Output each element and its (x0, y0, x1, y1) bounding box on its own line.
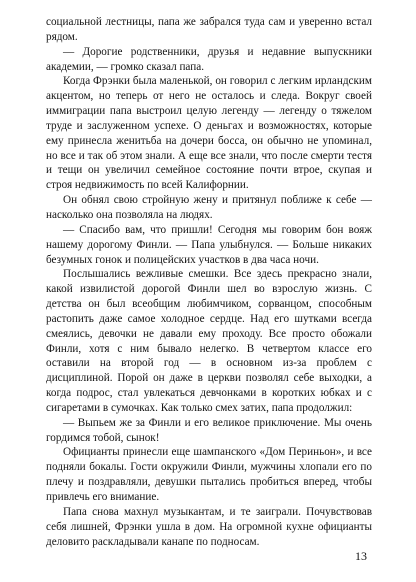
page-number: 13 (355, 549, 367, 563)
paragraph: Когда Фрэнки была маленькой, он говорил с легким ирландским акцентом, но теперь от него не осталось и следа. Вокруг своей иммиграции папа выстроил целую легенду — легенду о тяжелом труде и заслуженном успехе. О деньгах и возможностях, которые ему принесла женитьба на дочери босса, он обычно не упоминал, но все и так об этом знали. А еще все знали, что после смерти тестя и тещи он увеличил семейное состояние почти втрое, скупая и строя недвижимость по всей Калифорнии. (46, 75, 372, 192)
paragraph: — Спасибо вам, что пришли! Сегодня мы говорим бон вояж нашему дорогому Финли. — Папа улыбнулся. — Больше никаких безумных гонок и полицейских участков в два часа ночи. (46, 223, 372, 266)
paragraph: — Дорогие родственники, друзья и недавние выпускники академии, — громко сказал папа. (46, 45, 372, 73)
paragraph: Папа снова махнул музыкантам, и те заиграли. Почувствовав себя лишней, Фрэнки ушла в дом. На огромной кухне официанты деловито раскладывали канапе по подносам. (46, 505, 372, 548)
page-text-body (46, 15, 372, 549)
paragraph: — Выпьем же за Финли и его великое приключение. Мы очень гордимся тобой, сынок! (46, 416, 372, 444)
paragraph: Послышались вежливые смешки. Все здесь прекрасно знали, какой извилистой дорогой Финли шел во взрослую жизнь. С детства он был всеобщим любимчиком, сорванцом, способным растопить даже самое холодное сердце. Над его шутками всегда смеялись, девочки не давали ему проходу. Все просто обожали Финли, хотя с ним бывало нелегко. В четвертом классе его оставили на второй год — в основном из-за проблем с дисциплиной. Порой он даже в церкви позволял себе выходки, а когда подрос, стал увлекаться девчонками в коротких юбках и с сигаретами в сумочках. Как только смех затих, папа продолжил: (46, 268, 372, 414)
paragraph: социальной лестницы, папа же забрался туда сам и уверенно встал рядом. (46, 16, 372, 43)
paragraph: Официанты принесли еще шампанского «Дом Периньон», и все подняли бокалы. Гости окружили Финли, мужчины хлопали его по плечу и поздравляли, девушки пытались пробиться вперед, чтобы привлечь его внимание. (46, 446, 372, 503)
paragraph: Он обнял свою стройную жену и притянул поближе к себе — насколько она позволяла на людях. (46, 194, 372, 221)
